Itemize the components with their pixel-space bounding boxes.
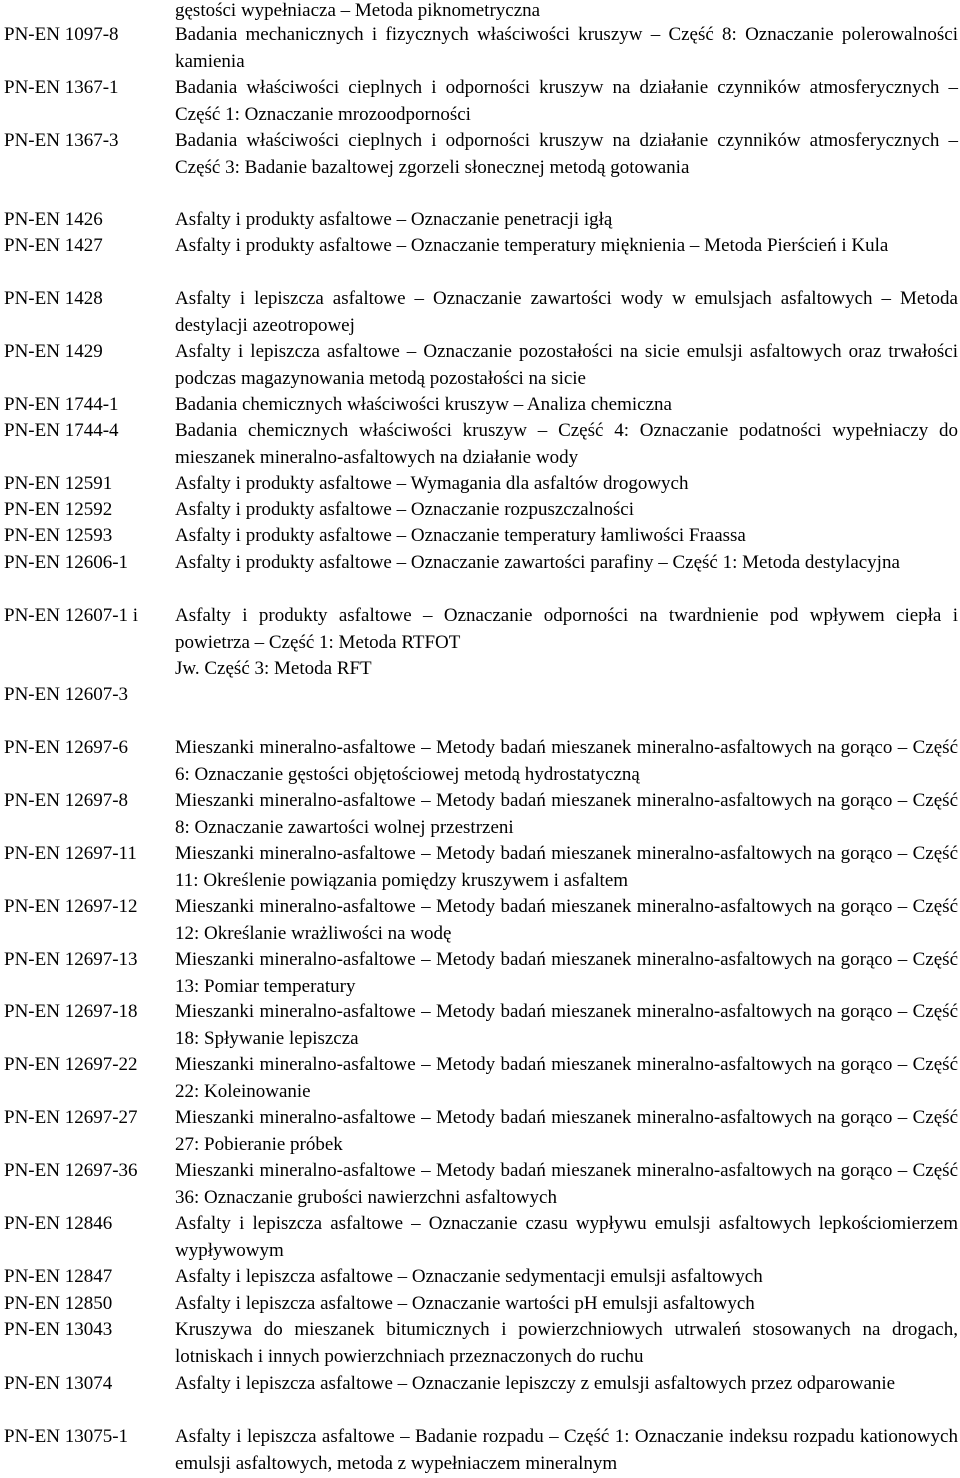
standard-description: Mieszanki mineralno-asfaltowe – Metody badań mieszanek mineralno-asfaltowych na gorąco – Część 18: Spływanie lepiszcza — [175, 1001, 958, 1049]
standard-description: Asfalty i produkty asfaltowe – Oznaczanie rozpuszczalności — [175, 499, 634, 520]
standard-code: PN-EN 12697-22 — [4, 1054, 138, 1075]
standard-code: PN-EN 12697-27 — [4, 1107, 138, 1128]
standard-code: PN-EN 1367-3 — [4, 130, 119, 151]
standard-code: PN-EN 12593 — [4, 525, 113, 546]
standard-description: Asfalty i produkty asfaltowe – Oznaczanie odporności na twardnienie pod wpływem ciepła i powietrza – Część 1: Metoda RTFOT — [175, 605, 958, 653]
standard-description: Asfalty i produkty asfaltowe – Oznaczanie temperatury łamliwości Fraassa — [175, 525, 746, 546]
standard-code: PN-EN 12591 — [4, 473, 113, 494]
standard-code: PN-EN 12847 — [4, 1266, 113, 1287]
standard-description: Mieszanki mineralno-asfaltowe – Metody badań mieszanek mineralno-asfaltowych na gorąco – Część 6: Oznaczanie gęstości objętościowej metodą hydrostatyczną — [175, 737, 958, 785]
standard-code: PN-EN 1426 — [4, 209, 103, 230]
standard-description: Asfalty i produkty asfaltowe – Wymagania dla asfaltów drogowych — [175, 473, 689, 494]
standard-code: PN-EN 12607-3 — [4, 684, 129, 705]
standard-description: Badania właściwości cieplnych i odporności kruszyw na działanie czynników atmosferycznych – Część 3: Badanie bazaltowej zgorzeli słonecznej metodą gotowania — [175, 130, 958, 178]
standard-code: PN-EN 1428 — [4, 288, 103, 309]
standard-code: PN-EN 13074 — [4, 1373, 113, 1394]
standard-code: PN-EN 1097-8 — [4, 24, 119, 45]
standard-description: Asfalty i lepiszcza asfaltowe – Oznaczanie sedymentacji emulsji asfaltowych — [175, 1266, 763, 1287]
standard-description: Asfalty i lepiszcza asfaltowe – Oznaczanie pozostałości na sicie emulsji asfaltowych oraz trwałości podczas magazynowania metodą pozostałości na sicie — [175, 341, 958, 389]
standard-description: Asfalty i produkty asfaltowe – Oznaczanie zawartości parafiny – Część 1: Metoda destylacyjna — [175, 552, 900, 573]
standard-code: PN-EN 13043 — [4, 1319, 113, 1340]
standard-description: Badania właściwości cieplnych i odporności kruszyw na działanie czynników atmosferycznych – Część 1: Oznaczanie mrozoodporności — [175, 77, 958, 125]
standard-description: Badania mechanicznych i fizycznych właściwości kruszyw – Część 8: Oznaczanie polerowalności kamienia — [175, 24, 958, 72]
standard-description: Mieszanki mineralno-asfaltowe – Metody badań mieszanek mineralno-asfaltowych na gorąco – Część 13: Pomiar temperatury — [175, 949, 958, 997]
standard-code: PN-EN 12697-36 — [4, 1160, 138, 1181]
standard-description: Asfalty i lepiszcza asfaltowe – Oznaczanie zawartości wody w emulsjach asfaltowych – Metoda destylacji azeotropowej — [175, 288, 958, 336]
standard-description: Badania chemicznych właściwości kruszyw – Analiza chemiczna — [175, 394, 672, 415]
standard-description: Jw. Część 3: Metoda RFT — [175, 658, 372, 679]
standard-description: Asfalty i produkty asfaltowe – Oznaczanie temperatury mięknienia – Metoda Pierścień i Kula — [175, 235, 889, 256]
standard-description: Mieszanki mineralno-asfaltowe – Metody badań mieszanek mineralno-asfaltowych na gorąco – Część 8: Oznaczanie zawartości wolnej przestrzeni — [175, 790, 958, 838]
standard-description: gęstości wypełniacza – Metoda piknometryczna — [175, 0, 541, 21]
standard-description: Badania chemicznych właściwości kruszyw – Część 4: Oznaczanie podatności wypełniaczy do mieszanek mineralno-asfaltowych na działanie wody — [175, 420, 958, 468]
standard-code: PN-EN 12607-1 i — [4, 605, 139, 626]
standard-description: Mieszanki mineralno-asfaltowe – Metody badań mieszanek mineralno-asfaltowych na gorąco – Część 22: Koleinowanie — [175, 1054, 958, 1102]
standard-description: Mieszanki mineralno-asfaltowe – Metody badań mieszanek mineralno-asfaltowych na gorąco – Część 36: Oznaczanie grubości nawierzchni asfaltowych — [175, 1160, 958, 1208]
standard-description: Mieszanki mineralno-asfaltowe – Metody badań mieszanek mineralno-asfaltowych na gorąco – Część 12: Określanie wrażliwości na wodę — [175, 896, 958, 944]
standard-description: Asfalty i lepiszcza asfaltowe – Oznaczanie czasu wypływu emulsji asfaltowych lepkościomierzem wypływowym — [175, 1213, 958, 1261]
standard-description: Asfalty i lepiszcza asfaltowe – Oznaczanie wartości pH emulsji asfaltowych — [175, 1293, 755, 1314]
standard-code: PN-EN 13075-1 — [4, 1426, 129, 1447]
standard-code: PN-EN 1427 — [4, 235, 103, 256]
standard-code: PN-EN 12697-6 — [4, 737, 129, 758]
standard-description: Mieszanki mineralno-asfaltowe – Metody badań mieszanek mineralno-asfaltowych na gorąco – Część 11: Określenie powiązania pomiędzy kruszywem i asfaltem — [175, 843, 958, 891]
standard-description: Kruszywa do mieszanek bitumicznych i powierzchniowych utrwaleń stosowanych na drogach, lotniskach i innych powierzchniach przeznaczonych do ruchu — [175, 1319, 958, 1367]
standard-code: PN-EN 12592 — [4, 499, 113, 520]
standard-code: PN-EN 1744-4 — [4, 420, 119, 441]
standard-code: PN-EN 12606-1 — [4, 552, 129, 573]
standard-code: PN-EN 12697-18 — [4, 1001, 138, 1022]
standard-code: PN-EN 12697-11 — [4, 843, 137, 864]
standard-description: Asfalty i lepiszcza asfaltowe – Badanie rozpadu – Część 1: Oznaczanie indeksu rozpadu kationowych emulsji asfaltowych, metoda z wypełniaczem mineralnym — [175, 1426, 958, 1474]
standard-code: PN-EN 1429 — [4, 341, 103, 362]
standard-code: PN-EN 12846 — [4, 1213, 113, 1234]
standard-code: PN-EN 1367-1 — [4, 77, 119, 98]
standard-code: PN-EN 1744-1 — [4, 394, 119, 415]
standard-description: Mieszanki mineralno-asfaltowe – Metody badań mieszanek mineralno-asfaltowych na gorąco – Część 27: Pobieranie próbek — [175, 1107, 958, 1155]
standard-description: Asfalty i lepiszcza asfaltowe – Oznaczanie lepiszczy z emulsji asfaltowych przez odparowanie — [175, 1373, 896, 1394]
standard-code: PN-EN 12697-13 — [4, 949, 138, 970]
standard-code: PN-EN 12850 — [4, 1293, 113, 1314]
standard-code: PN-EN 12697-12 — [4, 896, 138, 917]
standard-code: PN-EN 12697-8 — [4, 790, 129, 811]
standard-description: Asfalty i produkty asfaltowe – Oznaczanie penetracji igłą — [175, 209, 613, 230]
